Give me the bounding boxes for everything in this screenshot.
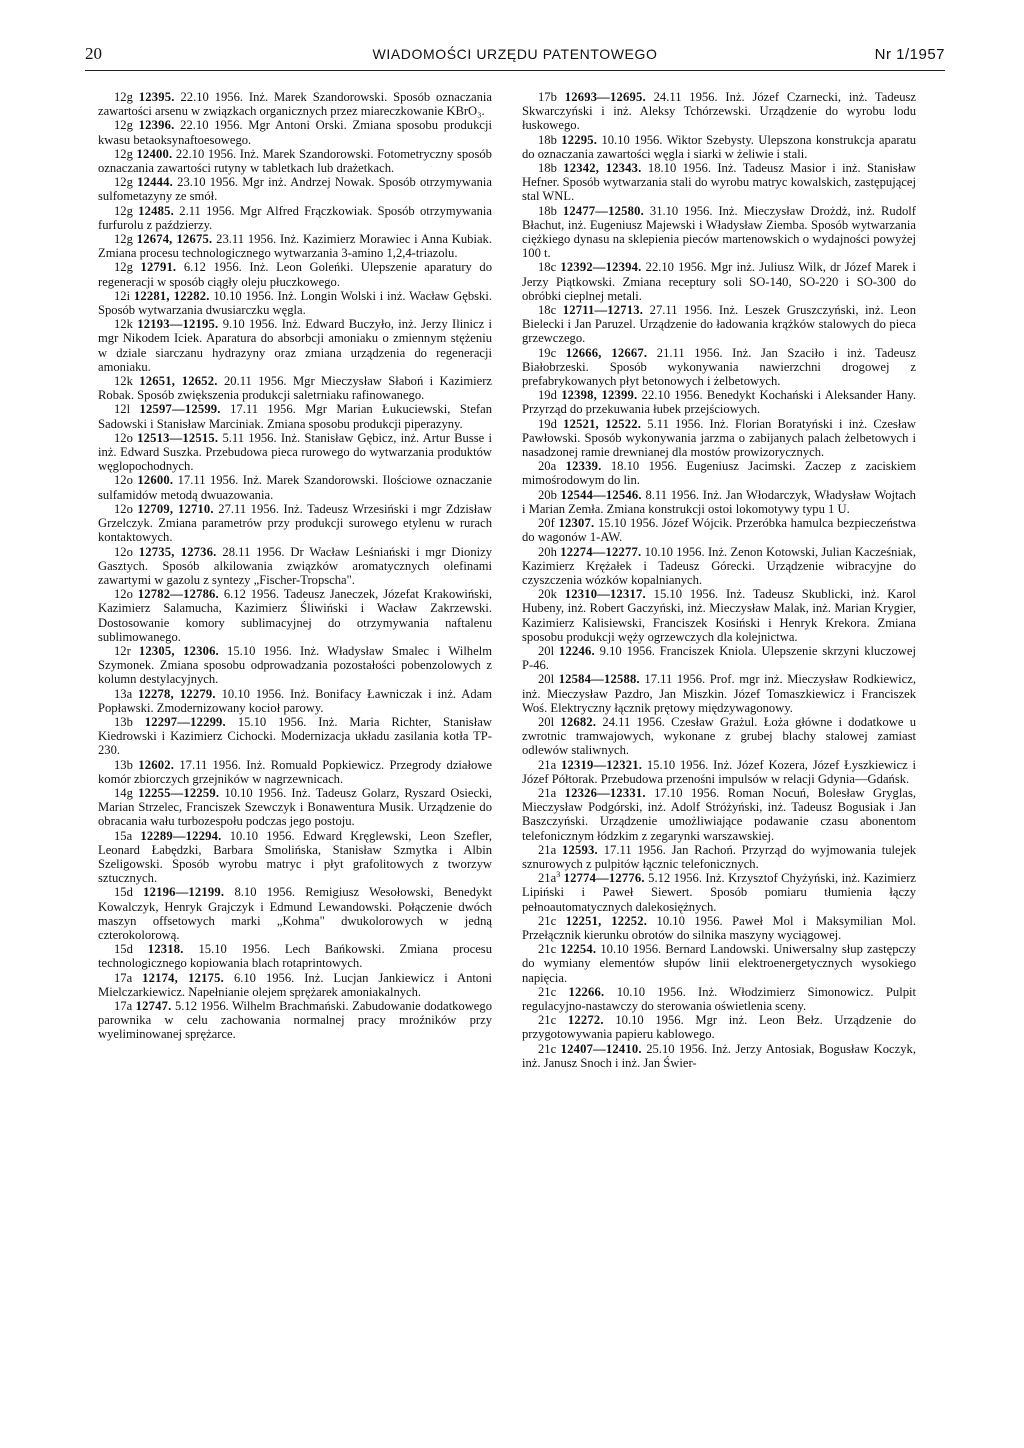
patent-entry <box>98 232 492 260</box>
patent-description: 15.10 1956. Inż. Józef Kozera, Józef Łyszkiewicz i Józef Półtorak. Przebudowa przenośni impulsów w relacji Gdynia—Gdańsk. <box>522 757 916 786</box>
patent-description: 15.10 1956. Inż. Maria Richter, Stanisław Kiedrowski i Kazimierz Cichocki. Modernizacja układu zasilania kotła TP-230. <box>98 714 492 758</box>
patent-entry <box>522 388 916 416</box>
patent-class: 20l <box>538 672 555 687</box>
patent-description: 22.10 1956. Mgr inż. Juliusz Wilk, dr Józef Marek i Jerzy Piątkowski. Zmiana receptury soli SO-140, SO-220 i SO-300 do obróbki cieplnej metali. <box>522 260 917 303</box>
patent-number: 12544—12546. <box>560 487 642 502</box>
patent-description: 15.10 1956. Inż. Tadeusz Skublicki, inż. Karol Hubeny, inż. Robert Gaczyński, inż. Mieczysław Malak, inż. Marian Krygier, Kazimierz Kalisiewski, Franciszek Kosiński i Henryk Krekora. Zmiana sposobu produkcji węży ogrzewczych dla kolejnictwa. <box>522 587 916 644</box>
patent-class: 12g <box>114 260 133 275</box>
patent-class: 20h <box>538 544 557 559</box>
patent-number: 12513—12515. <box>137 430 219 445</box>
patent-number: 12318. <box>147 942 184 957</box>
patent-entry <box>522 587 916 644</box>
patent-class: 20l <box>538 643 555 658</box>
patent-entry <box>98 502 492 545</box>
patent-description: 17.11 1956. Inż. Romuald Popkiewicz. Przegrody działowe komór zbiorczych grzejników w nagrzewnicach. <box>98 757 492 786</box>
patent-number: 12339. <box>565 459 602 474</box>
patent-class: 18b <box>538 203 557 218</box>
patent-number: 12246. <box>558 643 595 658</box>
patent-entry <box>98 829 492 886</box>
patent-entry <box>98 473 492 501</box>
patent-description: 10.10 1956. Inż. Tadeusz Golarz, Ryszard Osiecki, Marian Strzelec, Franciszek Szewczyk i Bonawentura Musik. Urządzenie do obracania wału turbozespołu podczas jego postoju. <box>98 785 492 829</box>
patent-number: 12289—12294. <box>140 828 222 843</box>
patent-entry <box>98 374 492 402</box>
patent-entry <box>98 942 492 970</box>
patent-entry <box>522 90 916 133</box>
patent-number: 12407—12410. <box>560 1041 642 1056</box>
patent-description: 6.12 1956. Inż. Leon Goleńki. Ulepszenie aparatury do regeneracji w sposób ciągły oleju płuczkowego. <box>98 260 492 289</box>
patent-number: 12747. <box>135 999 172 1013</box>
patent-number: 12281, 12282. <box>133 288 210 303</box>
patent-number: 12444. <box>137 175 173 190</box>
patent-class: 13b <box>114 714 133 729</box>
patent-entry <box>522 346 916 389</box>
patent-class: 21c <box>538 913 557 928</box>
patent-description: 27.11 1956. Inż. Leszek Gruszczyński, inż. Leon Bielecki i Jan Paruzel. Urządzenie do ładowania krążków stalowych do pieca grzewczego. <box>522 303 916 346</box>
patent-class: 12g <box>114 146 133 161</box>
patent-class: 17b <box>538 90 557 104</box>
patent-number: 12602. <box>138 757 175 772</box>
patent-description: 18.10 1956. Inż. Tadeusz Masior i inż. Stanisław Hefner. Sposób wytwarzania stali do wyrobu matryc kowalskich, zastępującej stal WNL. <box>522 161 917 204</box>
patent-description: 5.11 1956. Inż. Stanisław Gębicz, inż. Artur Busse i inż. Edward Suszka. Przebudowa pieca rurowego do wytwarzania produktów węglopochodnych. <box>98 430 492 474</box>
patent-description: 17.11 1956. Mgr Marian Łukuciewski, Stefan Sadowski i Stanisław Marciniak. Zmiana sposobu produkcji piperazyny. <box>98 402 492 431</box>
patent-description: 23.11 1956. Inż. Kazimierz Morawiec i Anna Kubiak. Zmiana procesu technologicznego wytwarzania 3-amino 1,2,4-triazolu. <box>98 232 493 261</box>
patent-entry <box>522 786 916 843</box>
page-number: 20 <box>85 44 102 63</box>
patent-number: 12782—12786. <box>137 587 219 602</box>
patent-class: 12i <box>114 288 131 303</box>
issue-number: Nr 1/1957 <box>874 46 945 63</box>
patent-entry <box>522 204 916 261</box>
patent-class: 15d <box>114 942 133 957</box>
patent-description: 17.10 1956. Roman Nocuń, Bolesław Gryglas, Mieczysław Podgórski, inż. Adolf Stróżyński, inż. Tadeusz Bogusiak i Jan Baszczyński. Urządzenie umożliwiające podawanie czasu abonentom telefonicznym łódzkim z zegarynki warszawskiej. <box>522 785 916 843</box>
patent-class: 12l <box>114 402 131 417</box>
patent-description: 9.10 1956. Franciszek Kniola. Ulepszenie skrzyni kluczowej P-46. <box>522 643 916 673</box>
patent-class: 18c <box>538 303 557 318</box>
patent-description: 10.10 1956. Edward Kręglewski, Leon Szefler, Leonard Łabędzki, Barbara Smolińska, Stanisław Szmytka i Albin Szeligowski. Sposób wyrobu matryc i płyt grafolitowych z tworzyw sztucznych. <box>98 828 492 886</box>
patent-description: 15.10 1956. Lech Bańkowski. Zmiana procesu technologicznego kopiowania blach rotaprintowych. <box>98 942 492 971</box>
patent-number: 12584—12588. <box>558 672 640 687</box>
left-column <box>98 90 492 1042</box>
patent-entry <box>98 90 492 118</box>
patent-number: 12305, 12306. <box>138 643 219 658</box>
patent-description: 10.10 1956. Wiktor Szebysty. Ulepszona konstrukcja aparatu do oznaczania zawartości węgla i siarki w żeliwie i stali. <box>522 132 916 161</box>
patent-number: 12735, 12736. <box>138 544 217 559</box>
patent-description: 22.10 1956. Inż. Marek Szandorowski. Sposób oznaczania zawartości arsenu w związkach organicznych przez miareczkowanie KBrO₃. <box>98 90 492 119</box>
patent-number: 12310—12317. <box>564 587 646 602</box>
patent-description: 8.10 1956. Remigiusz Wesołowski, Benedykt Kowalczyk, Henryk Grajczyk i Edmund Lewandowski. Połączenie dwóch maszyn offsetowych marki „Kohma" dwukolorowych w jedną czterokolorową. <box>98 885 492 942</box>
patent-class: 12g <box>114 118 133 133</box>
patent-description: 2.11 1956. Mgr Alfred Frączkowiak. Sposób otrzymywania furfurolu z paździerzy. <box>98 203 492 232</box>
patent-class: 20b <box>538 487 557 502</box>
patent-number: 12774—12776. <box>563 871 645 886</box>
patent-number: 12597—12599. <box>139 402 221 417</box>
patent-class-superscript: 3 <box>556 869 561 879</box>
patent-description: 17.11 1956. Prof. mgr inż. Mieczysław Rodkiewicz, inż. Mieczysław Pazdro, Jan Miszkin. Józef Tomaszkiewicz i Franciszek Woś. Elektryczny łącznik prętowy międzywagonowy. <box>522 672 916 715</box>
patent-entry <box>98 786 492 829</box>
patent-class: 21c <box>538 984 557 999</box>
patent-class: 21a <box>538 871 557 886</box>
patent-class: 19d <box>538 416 557 431</box>
patent-entry <box>522 260 916 303</box>
patent-description: 15.10 1956. Józef Wójcik. Przeróbka hamulca bezpieczeństwa do wagonów 1-AW. <box>522 516 916 545</box>
patent-number: 12593. <box>562 842 598 857</box>
patent-number: 12693—12695. <box>564 90 646 104</box>
patent-class: 20k <box>538 587 557 602</box>
patent-class: 13b <box>114 757 133 772</box>
patent-entry <box>522 644 916 672</box>
patent-number: 12709, 12710. <box>137 501 214 516</box>
patent-description: 27.11 1956. Inż. Tadeusz Wrzesiński i mgr Zdzisław Grzelczyk. Zmiana parametrów przy produkcji surowego etylenu w rurach kontaktowych. <box>98 501 492 545</box>
patent-description: 17.11 1956. Jan Rachoń. Przyrząd do wyjmowania tulejek sznurowych z pulpitów łącznic telefonicznych. <box>522 842 916 871</box>
patent-number: 12255—12259. <box>138 785 220 800</box>
patent-description: 6.12 1956. Tadeusz Janeczek, Józefat Krakowiński, Kazimierz Salamucha, Kazimierz Śliwiński i Wacław Zakrzewski. Dostosowanie komory sublimacyjnej do otrzymywania naftalenu sublimowanego. <box>98 587 492 644</box>
patent-description: 22.10 1956. Inż. Marek Szandorowski. Fotometryczny sposób oznaczania zawartości rutyny w tabletkach lub drażetkach. <box>98 146 492 176</box>
patent-number: 12319—12321. <box>560 757 643 772</box>
patent-class: 21a <box>538 785 557 800</box>
patent-description: 22.10 1956. Mgr Antoni Orski. Zmiana sposobu produkcji kwasu betaoksynaftoesowego. <box>98 118 492 147</box>
patent-entry <box>522 843 916 871</box>
patent-entry <box>98 431 492 474</box>
patent-description: 8.11 1956. Inż. Jan Włodarczyk, Władysław Wojtach i Marian Zemła. Zmiana konstrukcji ostoi lokomotywy typu 1 U. <box>522 487 916 516</box>
patent-number: 12326—12331. <box>564 785 646 800</box>
patent-entry <box>98 644 492 687</box>
patent-description: 15.10 1956. Inż. Władysław Smalec i Wilhelm Szymonek. Zmiana sposobu odprowadzania pozostałości pobenzolowych z kolumn destylacyjnych. <box>98 643 492 687</box>
journal-title: WIADOMOŚCI URZĘDU PATENTOWEGO <box>372 46 658 62</box>
patent-entry <box>98 999 492 1042</box>
patent-number: 12711—12713. <box>562 303 644 318</box>
patent-class: 15d <box>114 885 133 900</box>
patent-entry <box>98 402 492 430</box>
patent-class: 15a <box>114 828 133 843</box>
patent-entry <box>522 914 916 942</box>
patent-entry <box>98 587 492 644</box>
patent-class: 12g <box>114 90 133 104</box>
patent-class: 12o <box>114 430 133 445</box>
patent-entry <box>98 317 492 374</box>
patent-number: 12485. <box>138 203 175 218</box>
patent-class: 21c <box>538 1013 557 1028</box>
patent-entry <box>522 303 916 346</box>
patent-entry <box>522 516 916 544</box>
patent-class: 20a <box>538 459 557 474</box>
patent-number: 12297—12299. <box>144 714 226 729</box>
patent-number: 12396. <box>138 118 175 133</box>
patent-entry <box>522 459 916 487</box>
patent-class: 20f <box>538 516 555 531</box>
patent-class: 18b <box>538 132 557 147</box>
patent-class: 12k <box>114 374 133 389</box>
patent-description: 10.10 1956. Inż. Longin Wolski i inż. Wacław Gębski. Sposób wytwarzania dwusiarczku węgla. <box>98 288 492 318</box>
patent-entry <box>98 971 492 999</box>
patent-description: 6.10 1956. Inż. Lucjan Jankiewicz i Antoni Mielczarkiewicz. Napełnianie olejem sprężarek amoniakalnych. <box>98 970 493 999</box>
patent-entry <box>522 133 916 161</box>
patent-number: 12674, 12675. <box>136 232 213 247</box>
patent-entry <box>522 1042 916 1070</box>
right-column <box>522 90 916 1070</box>
patent-class: 21a <box>538 757 557 772</box>
patent-number: 12266. <box>568 984 605 999</box>
patent-number: 12196—12199. <box>143 885 225 900</box>
patent-number: 12600. <box>137 473 174 488</box>
patent-description: 10.10 1956. Bernard Landowski. Uniwersalny słup zastępczy do wymiany elementów słupów linii elektroenergetycznych wysokiego napięcia. <box>522 942 916 985</box>
patent-class: 19d <box>538 388 557 403</box>
patent-class: 17a <box>114 970 133 985</box>
patent-class: 18c <box>538 260 557 275</box>
patent-class: 17a <box>114 999 133 1013</box>
patent-entry <box>522 758 916 786</box>
patent-number: 12400. <box>136 146 173 161</box>
patent-description: 9.10 1956. Inż. Edward Buczyło, inż. Jerzy Ilinicz i mgr Nikodem Iciek. Aparatura do absorbcji amoniaku o zmiennym stężeniu w dziale siarczanu hydrazyny oraz zmiana urządzenia do regeneracji amoniaku. <box>98 317 492 374</box>
patent-number: 12272. <box>567 1013 604 1028</box>
patent-entry <box>98 289 492 317</box>
patent-number: 12521, 12522. <box>563 416 642 431</box>
patent-number: 12395. <box>138 90 175 104</box>
patent-class: 12g <box>114 175 133 190</box>
patent-class: 12g <box>114 232 133 247</box>
patent-class: 12o <box>114 473 133 488</box>
patent-number: 12651, 12652. <box>139 374 218 389</box>
patent-description: 10.10 1956. Inż. Włodzimierz Simonowicz. Pulpit regulacyjno-nastawczy do sterowania oświetlenia sceny. <box>522 984 916 1013</box>
patent-class: 21c <box>538 1041 557 1056</box>
patent-entry <box>522 161 916 204</box>
patent-entry <box>98 545 492 588</box>
patent-entry <box>522 985 916 1013</box>
patent-number: 12342, 12343. <box>563 161 642 176</box>
patent-class: 19c <box>538 345 557 360</box>
patent-entry <box>522 942 916 985</box>
patent-description: 31.10 1956. Inż. Mieczysław Drożdż, inż. Rudolf Błachut, inż. Eugeniusz Majewski i Władysław Ziemba. Sposób wytwarzania ciężkiego dynasu na sklepienia pieców martenowskich o wydajności powyżej 100 t. <box>522 203 916 261</box>
patent-number: 12791. <box>140 260 177 275</box>
patent-entry <box>98 885 492 942</box>
patent-number: 12307. <box>558 516 595 531</box>
patent-class: 13a <box>114 686 133 701</box>
patent-class: 14g <box>114 785 133 800</box>
patent-description: 5.12 1956. Inż. Krzysztof Chyżyński, inż. Kazimierz Lipiński i Paweł Siewert. Sposób pomiaru tłumienia łączy pełnoautomatycznych dalekosiężnych. <box>522 871 917 914</box>
patent-description: 18.10 1956. Eugeniusz Jacimski. Zaczep z zaciskiem mimośrodowym do lin. <box>522 459 916 488</box>
patent-description: 10.10 1956. Paweł Mol i Maksymilian Mol. Przełącznik kierunku obrotów do silnika maszyny wyciągowej. <box>522 913 917 942</box>
patent-number: 12477—12580. <box>562 203 644 218</box>
patent-entry <box>522 488 916 516</box>
patent-entry <box>98 147 492 175</box>
patent-number: 12274—12277. <box>560 544 642 559</box>
patent-class: 21a <box>538 842 557 857</box>
patent-entry <box>98 758 492 786</box>
patent-description: 21.11 1956. Inż. Jan Szaciło i inż. Tadeusz Białobrzeski. Sposób wykonywania nawierzchni drogowej z prefabrykowanych płyt betonowych i żelbetowych. <box>522 345 917 389</box>
patent-entry <box>98 260 492 288</box>
patent-number: 12666, 12667. <box>565 345 648 360</box>
patent-class: 12o <box>114 544 133 559</box>
patent-entry <box>522 417 916 460</box>
patent-entry <box>98 175 492 203</box>
patent-entry <box>522 871 916 914</box>
patent-number: 12682. <box>560 714 597 729</box>
patent-description: 23.10 1956. Mgr inż. Andrzej Nowak. Sposób otrzymywania sulfometazyny ze smół. <box>98 175 492 204</box>
patent-entry <box>522 545 916 588</box>
patent-entry <box>98 204 492 232</box>
patent-description: 24.11 1956. Inż. Józef Czarnecki, inż. Tadeusz Skwarczyński i inż. Aleksy Tchórzewski. Urządzenie do wyrobu lodu łuskowego. <box>522 90 917 133</box>
patent-number: 12392—12394. <box>560 260 642 275</box>
patent-class: 12r <box>114 643 131 658</box>
patent-class: 12o <box>114 587 133 602</box>
patent-entry <box>522 715 916 758</box>
patent-description: 10.10 1956. Inż. Bonifacy Ławniczak i inż. Adam Popławski. Zmodernizowany kocioł parowy. <box>98 686 492 715</box>
patent-entry <box>522 672 916 715</box>
patent-class: 18b <box>538 161 557 176</box>
patent-entry <box>522 1013 916 1041</box>
patent-number: 12251, 12252. <box>565 913 648 928</box>
patent-class: 12k <box>114 317 133 332</box>
patent-number: 12193—12195. <box>137 317 219 332</box>
patent-entry <box>98 687 492 715</box>
patent-number: 12278, 12279. <box>138 686 216 701</box>
patent-description: 22.10 1956. Benedykt Kochański i Aleksander Hany. Przyrząd do przekuwania łubek przejściowych. <box>522 388 916 417</box>
patent-description: 10.10 1956. Inż. Zenon Kotowski, Julian Kacześniak, Kazimierz Krężałek i Tadeusz Górecki. Urządzenie wibracyjne do czyszczenia wózków kopalnianych. <box>522 544 916 587</box>
page-header <box>85 40 945 71</box>
patent-number: 12295. <box>561 132 598 147</box>
patent-number: 12174, 12175. <box>142 970 224 985</box>
patent-class: 21c <box>538 942 557 957</box>
patent-description: 5.11 1956. Inż. Florian Boratyński i inż. Czesław Pawłowski. Sposób wykonywania jarzma o zabijanych palach żelbetowych i nasadzonej ramie drewnianej dla mostów prowizorycznych. <box>522 416 917 460</box>
patent-class: 12o <box>114 501 133 516</box>
patent-description: 25.10 1956. Inż. Jerzy Antosiak, Bogusław Koczyk, inż. Janusz Snoch i inż. Jan Świer- <box>522 1041 916 1070</box>
patent-description: 10.10 1956. Mgr inż. Leon Bełz. Urządzenie do przygotowywania papieru kablowego. <box>522 1013 916 1042</box>
patent-description: 28.11 1956. Dr Wacław Leśniański i mgr Dionizy Gasztych. Sposób alkilowania związków aromatycznych olefinami zawartymi w gazolu z syntezy „Fischer-Tropscha". <box>98 544 492 587</box>
patent-entry <box>98 118 492 146</box>
patent-description: 5.12 1956. Wilhelm Brachmański. Zabudowanie dodatkowego parownika w celu zachowania normalnej pracy mroźników przy wyeliminowanej sprężarce. <box>98 999 492 1042</box>
patent-description: 20.11 1956. Mgr Mieczysław Słaboń i Kazimierz Robak. Sposób zwiększenia produkcji saletrniaku rafinowanego. <box>98 374 493 403</box>
patent-class: 12g <box>114 203 133 218</box>
patent-number: 12398, 12399. <box>561 388 638 403</box>
patent-entry <box>98 715 492 758</box>
patent-description: 17.11 1956. Inż. Marek Szandorowski. Ilościowe oznaczanie sulfamidów metodą dwuazowania. <box>98 473 492 502</box>
patent-class: 20l <box>538 714 555 729</box>
patent-number: 12254. <box>560 942 597 957</box>
patent-description: 24.11 1956. Czesław Grażul. Łoża główne i dodatkowe u zwrotnic tramwajowych, wykonane z grubej blachy stalowej zamiast odlewów staliwnych. <box>522 714 916 758</box>
